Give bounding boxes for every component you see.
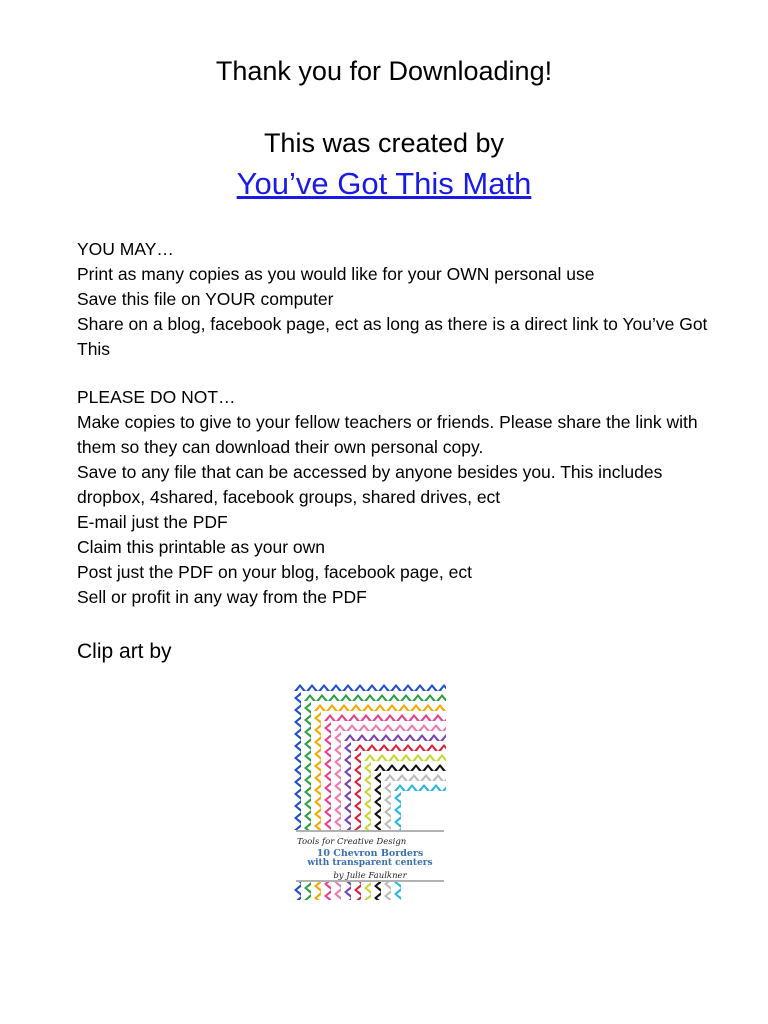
thank-you-heading: Thank you for Downloading! [215, 56, 553, 86]
list-item: Save this file on YOUR computer [77, 289, 334, 309]
list-item: E-mail just the PDF [77, 512, 228, 532]
please-do-not-heading: PLEASE DO NOT… [77, 387, 236, 407]
created-by-text: This was created by [263, 128, 505, 158]
list-item: Save to any file that can be accessed by anyone besides you. This includes dropbox, 4shared, facebook groups, shared drives, ect [77, 462, 663, 507]
clip-art-line1: Tools for Creative Design [297, 837, 407, 847]
clip-art-line3: with transparent centers [307, 858, 433, 868]
list-item: Make copies to give to your fellow teachers or friends. Please share the link with them so they can download their own personal copy. [77, 412, 698, 457]
please-do-not-section [77, 385, 717, 610]
you-may-heading: YOU MAY… [77, 239, 174, 259]
author-link[interactable]: You’ve Got This Math [236, 166, 532, 201]
clip-art-label: Clip art by [77, 640, 172, 663]
list-item: Sell or profit in any way from the PDF [77, 587, 367, 607]
list-item: Post just the PDF on your blog, facebook page, ect [77, 562, 472, 582]
clip-art-line4: by Julie Faulkner [333, 871, 407, 881]
list-item: Share on a blog, facebook page, ect as long as there is a direct link to You’ve Got This [77, 314, 708, 359]
chevron-borders-clip-art [294, 684, 446, 900]
list-item: Print as many copies as you would like for your OWN personal use [77, 264, 595, 284]
you-may-section [77, 237, 717, 362]
list-item: Claim this printable as your own [77, 537, 326, 557]
clip-art-line2: 10 Chevron Borders [316, 848, 424, 859]
